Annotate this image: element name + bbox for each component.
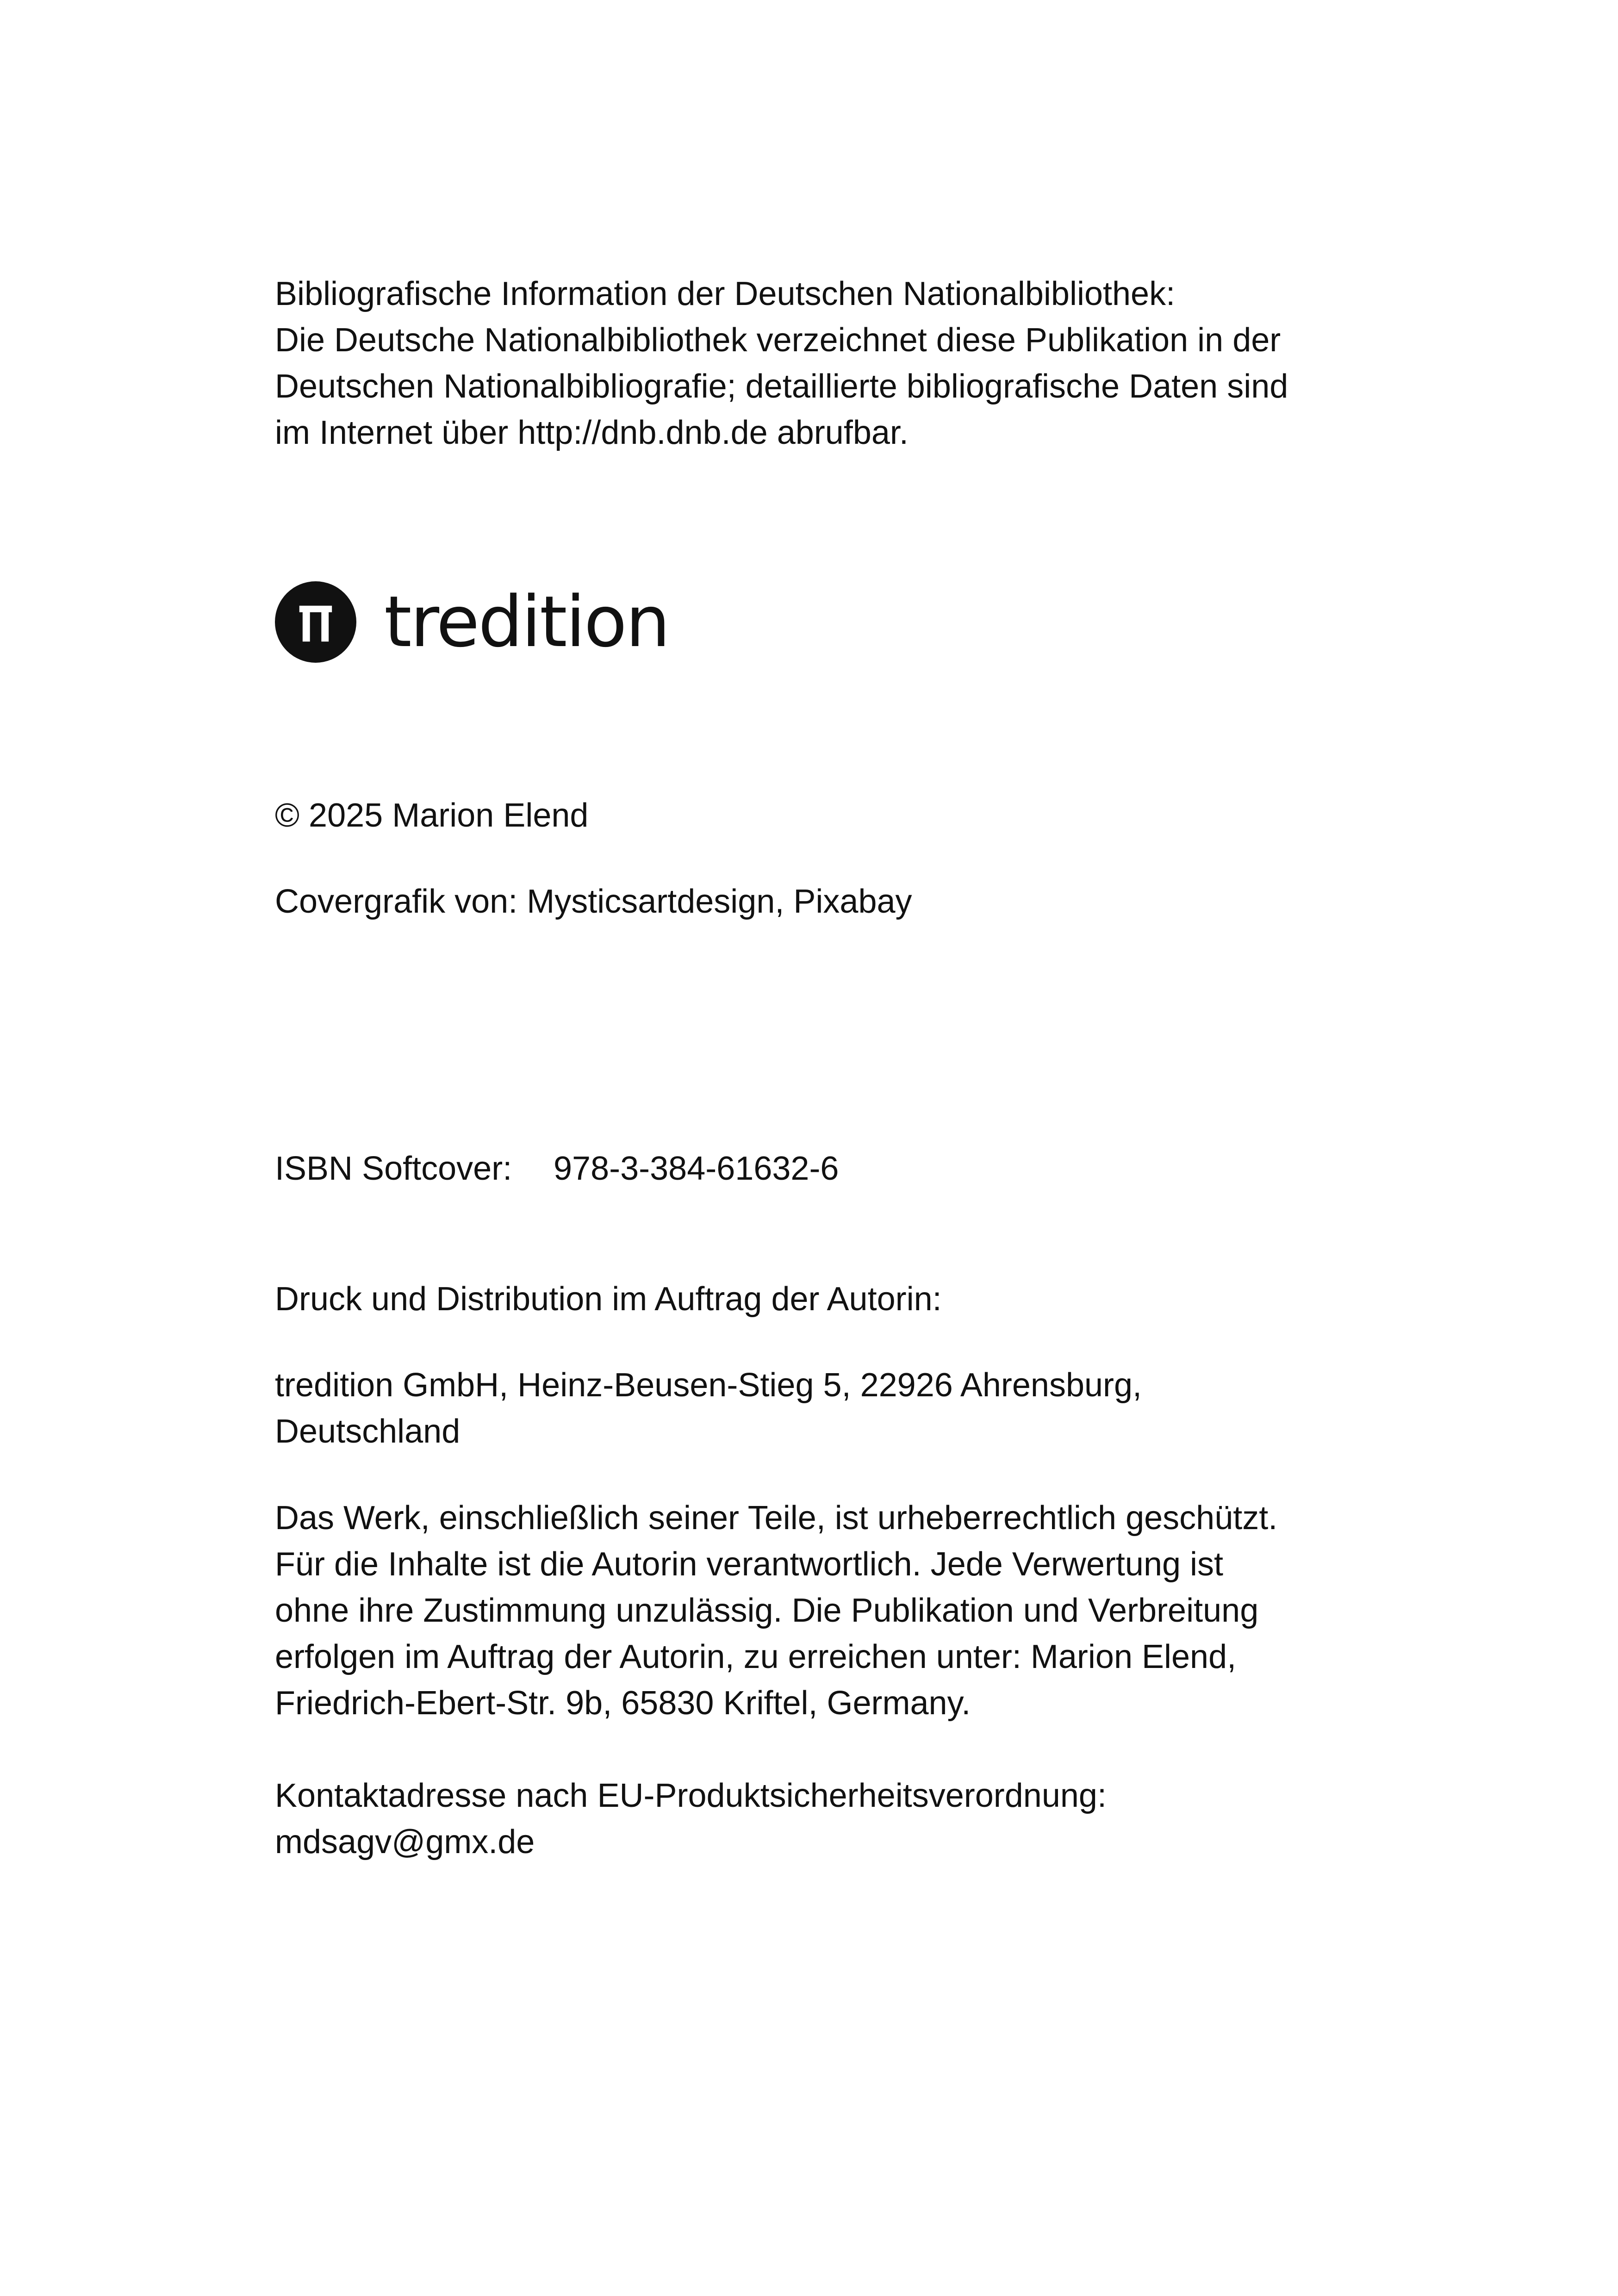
cover-credit: Covergrafik von: Mysticsartdesign, Pixabay bbox=[275, 883, 912, 920]
address-line: Deutschland bbox=[275, 1413, 461, 1450]
contact-heading: Kontaktadresse nach EU-Produktsicherheitsverordnung: bbox=[275, 1777, 1107, 1814]
rights-line: Friedrich-Ebert-Str. 9b, 65830 Kriftel, Germany. bbox=[275, 1685, 971, 1722]
biblio-line: im Internet über http://dnb.dnb.de abrufbar. bbox=[275, 414, 909, 451]
contact-block bbox=[275, 1773, 1107, 1865]
rights-line: Das Werk, einschließlich seiner Teile, ist urheberrechtlich geschützt. bbox=[275, 1500, 1278, 1537]
publisher-wordmark: tredition bbox=[384, 581, 669, 663]
rights-line: Für die Inhalte ist die Autorin verantwortlich. Jede Verwertung ist bbox=[275, 1546, 1224, 1583]
rights-line: erfolgen im Auftrag der Autorin, zu erreichen unter: Marion Elend, bbox=[275, 1638, 1237, 1675]
publisher-logo bbox=[275, 580, 669, 664]
contact-email: mdsagv@gmx.de bbox=[275, 1823, 535, 1860]
bibliographic-information bbox=[275, 271, 1288, 456]
copyright-notice: © 2025 Marion Elend bbox=[275, 797, 589, 834]
isbn-value: 978-3-384-61632-6 bbox=[554, 1150, 839, 1187]
rights-notice bbox=[275, 1495, 1277, 1726]
biblio-line: Bibliografische Information der Deutschen Nationalbibliothek: bbox=[275, 275, 1176, 312]
isbn-label: ISBN Softcover: bbox=[275, 1150, 512, 1187]
address-line: tredition GmbH, Heinz-Beusen-Stieg 5, 22926 Ahrensburg, bbox=[275, 1367, 1142, 1404]
rights-line: ohne ihre Zustimmung unzulässig. Die Publikation und Verbreitung bbox=[275, 1592, 1259, 1629]
isbn-line bbox=[275, 1145, 839, 1192]
biblio-line: Die Deutsche Nationalbibliothek verzeichnet diese Publikation in der bbox=[275, 322, 1281, 359]
tredition-logo-icon bbox=[275, 581, 356, 663]
printing-note: Druck und Distribution im Auftrag der Autorin: bbox=[275, 1281, 942, 1318]
publisher-address bbox=[275, 1362, 1142, 1455]
biblio-line: Deutschen Nationalbibliografie; detaillierte bibliografische Daten sind bbox=[275, 368, 1288, 405]
